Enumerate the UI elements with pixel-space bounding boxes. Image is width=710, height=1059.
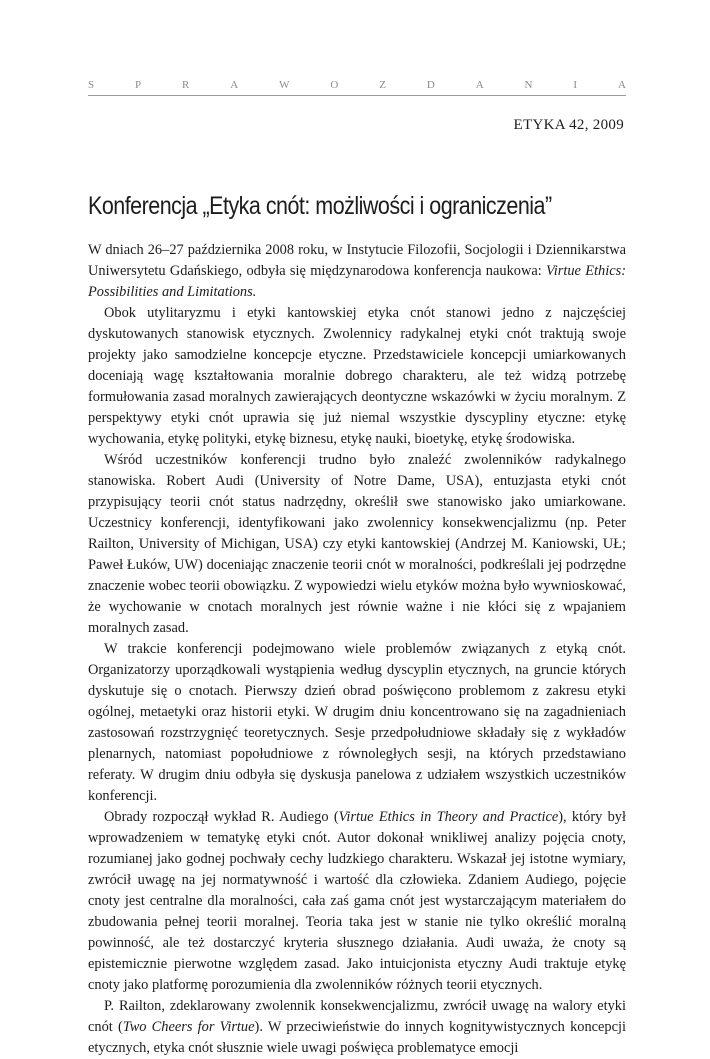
running-head-letter: Z xyxy=(379,79,386,91)
paragraph xyxy=(88,807,626,996)
paragraph-text: Wśród uczestników konferencji trudno było znaleźć zwolenników radykalnego stanowiska. Robert Audi (University of Notre Dame, USA), entuzjasta etyki cnót przypisujący teorii cnót status nadrzędny, określił swe stanowisko jako umiarkowane. Uczestnicy konferencji, identyfikowani jako zwolennicy konsekwencjalizmu (np. Peter Railton, University of Michigan, USA) czy etyki kantowskiej (Andrzej M. Kaniowski, UŁ; Paweł Łuków, UW) doceniając znaczenie teorii cnót w moralności, podkreślali jej podrzędne znaczenie wobec teorii obowiązku. Z wypowiedzi wielu etyków można było wywnioskować, że wychowanie w cnotach moralnych jest równie ważne i nie kłóci się z wpajaniem moralnych zasad. xyxy=(88,452,626,636)
running-head-letter: W xyxy=(279,79,290,91)
header-rule xyxy=(88,95,626,96)
running-head-letter: R xyxy=(182,79,190,91)
running-head-letter: S xyxy=(88,79,95,91)
paragraph-text: W dniach 26–27 października 2008 roku, w Instytucie Filozofii, Socjologii i Dziennikarstwa Uniwersytetu Gdańskiego, odbyła się międzynarodowa konferencja naukowa: xyxy=(88,242,626,279)
paragraph xyxy=(88,639,626,807)
paragraph-italic: Two Cheers for Virtue xyxy=(122,1019,255,1035)
paragraph-text: Obrady rozpoczął wykład R. Audiego ( xyxy=(104,809,339,825)
paragraph xyxy=(88,996,626,1059)
paragraph xyxy=(88,450,626,639)
running-head-letter: A xyxy=(230,79,239,91)
article-title: Konferencja „Etyka cnót: możliwości i ograniczenia” xyxy=(88,192,552,220)
paragraph-text: P. Railton, zdeklarowany zwolennik konsekwencjalizmu, zwrócił uwagę na walory etyki cnót ( xyxy=(88,998,626,1035)
paragraph-text: W trakcie konferencji podejmowano wiele problemów związanych z etyką cnót. Organizatorzy uporządkowali wystąpienia według dyscyplin etycznych, na gruncie których dyskutuje się o cnotach. Pierwszy dzień obrad poświęcono problemom z zakresu etyki ogólnej, metaetyki oraz historii etyki. W drugim dniu koncentrowano się na zagadnieniach zastosowań rozstrzygnięć teoretycznych. Sesje przedpołudniowe składały się z wykładów plenarnych, natomiast popołudniowe z równoległych sesji, na których przedstawiano referaty. W drugim dniu odbyła się dyskusja panelowa z udziałem wszystkich uczestników konferencji. xyxy=(88,641,626,804)
paragraph-italic: Virtue Ethics in Theory and Practice xyxy=(338,809,559,825)
article-body xyxy=(88,240,626,1059)
journal-reference: ETYKA 42, 2009 xyxy=(513,117,624,133)
running-head xyxy=(88,79,626,91)
running-head-letter: A xyxy=(617,79,626,91)
paragraph xyxy=(88,240,626,303)
paragraph-text: ), który był wprowadzeniem w tematykę etyki cnót. Autor dokonał wnikliwej analizy pojęcia cnoty, rozumianej jako godnej pochwały cechy ludzkiego charakteru. Wskazał jej istotne wymiary, zwrócił uwagę na jej normatywność i wartość dla człowieka. Zdaniem Audiego, pojęcie cnoty jest centralne dla moralności, cała zaś gama cnót jest wystarczającym materiałem do zbudowania pełnej teorii moralnej. Teoria taka jest w stanie nie tylko określić moralną powinność, ale też dostarczyć kryteria słusznego działania. Audi uważa, że cnoty są epistemicznie pierwotne względem zasad. Jako intuicjonista etyczny Audi traktuje etykę cnoty jako platformę porozumienia dla zwolenników różnych teorii etycznych. xyxy=(88,809,626,993)
running-head-letter: D xyxy=(426,79,435,91)
paragraph-text: Obok utylitaryzmu i etyki kantowskiej etyka cnót stanowi jedno z najczęściej dyskutowanych stanowisk etycznych. Zwolennicy radykalnej etyki cnót traktują swoje projekty jako samodzielne koncepcje etyczne. Przedstawiciele koncepcji umiarkowanych doceniają wagę kształtowania moralnie dobrego charakteru, ale też widzą potrzebę formułowania zasad moralnych zawierających deontyczne wskazówki w życiu moralnym. Z perspektywy etyki cnót uprawia się już niemal wszystkie dyscypliny etyczne: etykę wychowania, etykę polityki, etykę biznesu, etykę nauki, bioetykę, etykę środowiska. xyxy=(88,305,626,447)
paragraph-text: ). W przeciwieństwie do innych kognitywistycznych koncepcji etycznych, etyka cnót słusznie wiele uwagi poświęca problematyce emocji xyxy=(88,1019,627,1056)
running-head-letter: N xyxy=(524,79,533,91)
paragraph-italic: Virtue Ethics: Possibilities and Limitations. xyxy=(88,263,627,300)
running-head-letter: I xyxy=(573,79,578,91)
running-head-letter: O xyxy=(330,79,339,91)
paragraph xyxy=(88,303,626,450)
running-head-letter: A xyxy=(475,79,484,91)
running-head-letter: P xyxy=(135,79,142,91)
